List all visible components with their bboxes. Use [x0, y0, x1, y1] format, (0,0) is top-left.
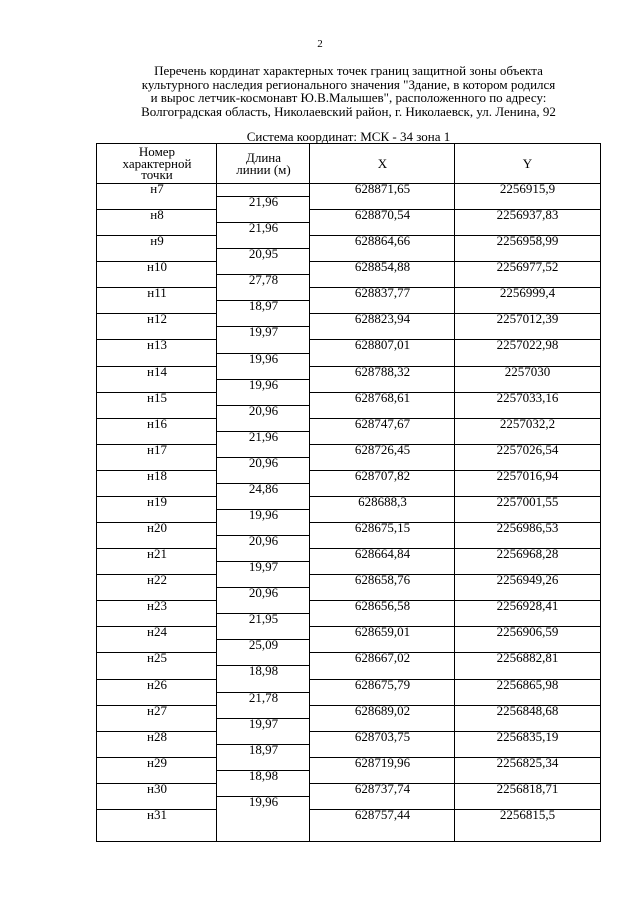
x-coordinate-cell: 628703,75: [354, 728, 411, 744]
y-coordinate-cell: 2256915,9: [499, 181, 556, 196]
x-coordinate-cell: 628788,32: [354, 363, 411, 379]
row-divider: [217, 535, 310, 536]
point-number-cell: н24: [147, 624, 167, 640]
y-coordinate-cell: 2256968,28: [496, 546, 559, 562]
x-coordinate-cell: 628726,45: [354, 441, 411, 457]
header-line: характерной: [122, 155, 192, 171]
line-length-cell: 20,96: [248, 533, 279, 549]
line-length-cell: 27,78: [248, 272, 279, 288]
line-length-cell: 18,98: [248, 767, 279, 783]
y-coordinate-cell: 2256937,83: [496, 207, 559, 223]
point-number-cell: н30: [147, 780, 167, 796]
point-number-cell: н31: [147, 806, 167, 822]
point-number-cell: н23: [147, 598, 167, 614]
x-coordinate-cell: 628864,66: [354, 233, 411, 249]
line-length-cell: 19,97: [248, 715, 279, 731]
x-coordinate-cell: 628675,79: [354, 676, 411, 692]
point-number-cell: н15: [147, 389, 167, 405]
line-length-cell: 20,96: [248, 585, 279, 601]
point-number-cell: н17: [147, 441, 167, 457]
page-number: 2: [317, 38, 323, 50]
row-divider: [217, 300, 310, 301]
y-coordinate-cell: 2256958,99: [496, 233, 559, 249]
row-divider: [217, 431, 310, 432]
line-length-cell: 19,97: [248, 324, 279, 340]
row-divider: [217, 796, 310, 797]
header-line-length: [217, 152, 310, 175]
line-length-cell: 20,95: [248, 246, 279, 262]
y-coordinate-cell: 2257016,94: [496, 467, 559, 483]
x-coordinate-cell: 628688,3: [358, 493, 407, 509]
line-length-cell: 18,98: [248, 663, 279, 679]
y-coordinate-cell: 2257030: [504, 363, 551, 379]
row-divider: [217, 353, 310, 354]
title-line: культурного наследия регионального значения "Здание, в котором родился: [141, 76, 556, 92]
point-number-cell: н10: [147, 259, 167, 275]
row-divider: [217, 222, 310, 223]
row-divider: [217, 718, 310, 719]
y-coordinate-cell: 2256928,41: [496, 598, 559, 614]
x-coordinate-cell: 628659,01: [354, 624, 411, 640]
x-coordinate-cell: 628854,88: [354, 259, 411, 275]
point-number-cell: н22: [147, 572, 167, 588]
row-divider: [217, 509, 310, 510]
row-divider: [217, 274, 310, 275]
header-line: линии (м): [236, 161, 291, 177]
x-coordinate-cell: 628656,58: [354, 598, 411, 614]
x-coordinate-cell: 628675,15: [354, 520, 411, 536]
x-coordinate-cell: 628747,67: [354, 415, 411, 431]
point-number-cell: н28: [147, 728, 167, 744]
point-number-cell: н11: [147, 285, 167, 301]
header-line: точки: [141, 167, 173, 182]
x-coordinate-cell: 628664,84: [354, 546, 411, 562]
row-divider: [217, 561, 310, 562]
x-coordinate-cell: 628871,65: [354, 181, 411, 196]
x-coordinate-cell: 628658,76: [354, 572, 411, 588]
point-number-cell: н7: [150, 181, 164, 196]
point-number-cell: н21: [147, 546, 167, 562]
row-divider: [217, 665, 310, 666]
line-length-cell: 25,09: [248, 637, 279, 653]
y-coordinate-cell: 2257026,54: [496, 441, 559, 457]
x-coordinate-cell: 628837,77: [354, 285, 411, 301]
y-coordinate-cell: 2257032,2: [499, 415, 556, 431]
y-coordinate-cell: 2257012,39: [496, 311, 559, 327]
row-divider: [217, 196, 310, 197]
line-length-cell: 21,96: [248, 194, 279, 210]
x-coordinate-cell: 628807,01: [354, 337, 411, 353]
row-divider: [217, 692, 310, 693]
x-coordinate-cell: 628757,44: [354, 806, 411, 822]
x-coordinate-cell: 628768,61: [354, 389, 411, 405]
point-number-cell: н27: [147, 702, 167, 718]
y-coordinate-cell: 2256818,71: [496, 780, 559, 796]
point-number-cell: н14: [147, 363, 167, 379]
y-coordinate-cell: 2257022,98: [496, 337, 559, 353]
y-coordinate-cell: 2256815,5: [499, 806, 556, 822]
header-line: Длина: [245, 150, 282, 165]
coordinate-system-label: Система координат: МСК - 34 зона 1: [246, 129, 451, 144]
row-divider: [217, 248, 310, 249]
line-length-cell: 18,97: [248, 298, 279, 314]
header-y: Y: [522, 156, 533, 171]
row-divider: [217, 744, 310, 745]
y-coordinate-cell: 2256999,4: [499, 285, 556, 301]
header-line: Номер: [138, 144, 176, 159]
coordinates-table: [96, 143, 601, 842]
y-coordinate-cell: 2256977,52: [496, 259, 559, 275]
line-length-cell: 19,96: [248, 793, 279, 809]
y-coordinate-cell: 2256906,59: [496, 624, 559, 640]
header-point-number: [97, 146, 217, 181]
line-length-cell: 19,96: [248, 376, 279, 392]
point-number-cell: н8: [150, 207, 164, 223]
y-coordinate-cell: 2256865,98: [496, 676, 559, 692]
title-line: Перечень кординат характерных точек границ защитной зоны объекта: [154, 63, 543, 78]
line-length-cell: 20,96: [248, 402, 279, 418]
y-coordinate-cell: 2256835,19: [496, 728, 559, 744]
y-coordinate-cell: 2256825,34: [496, 754, 559, 770]
document-title: [96, 64, 601, 118]
x-coordinate-cell: 628707,82: [354, 467, 411, 483]
line-length-cell: 18,97: [248, 741, 279, 757]
row-divider: [217, 639, 310, 640]
point-number-cell: н26: [147, 676, 167, 692]
point-number-cell: н13: [147, 337, 167, 353]
point-number-cell: н18: [147, 467, 167, 483]
point-number-cell: н12: [147, 311, 167, 327]
row-divider: [217, 770, 310, 771]
x-coordinate-cell: 628667,02: [354, 650, 411, 666]
x-coordinate-cell: 628823,94: [354, 311, 411, 327]
title-line: и вырос летчик-космонавт Ю.В.Малышев", расположенного по адресу:: [150, 90, 547, 105]
point-number-cell: н20: [147, 520, 167, 536]
y-coordinate-cell: 2256882,81: [496, 650, 559, 666]
title-line: Волгоградская область, Николаевский район, г. Николаевск, ул. Ленина, 92: [141, 103, 556, 119]
row-divider: [217, 326, 310, 327]
x-coordinate-cell: 628689,02: [354, 702, 411, 718]
y-coordinate-cell: 2256986,53: [496, 520, 559, 536]
row-divider: [217, 613, 310, 614]
header-x: X: [377, 156, 388, 171]
row-divider: [217, 379, 310, 380]
point-number-cell: н19: [147, 493, 167, 509]
line-length-cell: 21,96: [248, 220, 279, 236]
row-divider: [217, 457, 310, 458]
line-length-cell: 21,95: [248, 611, 279, 627]
line-length-cell: 21,96: [248, 428, 279, 444]
line-length-cell: 19,96: [248, 507, 279, 522]
point-number-cell: н16: [147, 415, 167, 431]
line-length-cell: 20,96: [248, 454, 279, 470]
y-coordinate-cell: 2257033,16: [496, 389, 559, 405]
point-number-cell: н25: [147, 650, 167, 666]
x-coordinate-cell: 628870,54: [354, 207, 411, 223]
y-coordinate-cell: 2256848,68: [496, 702, 559, 718]
y-coordinate-cell: 2257001,55: [496, 493, 559, 509]
point-number-cell: н29: [147, 754, 167, 770]
line-length-cell: 24,86: [248, 480, 279, 496]
y-coordinate-cell: 2256949,26: [496, 572, 559, 588]
row-divider: [217, 405, 310, 406]
line-length-cell: 19,96: [248, 350, 279, 366]
point-number-cell: н9: [150, 233, 164, 249]
row-divider: [217, 483, 310, 484]
row-divider: [217, 587, 310, 588]
line-length-cell: 19,97: [248, 559, 279, 575]
line-length-cell: 21,78: [248, 689, 279, 705]
x-coordinate-cell: 628719,96: [354, 754, 411, 770]
x-coordinate-cell: 628737,74: [354, 780, 411, 796]
